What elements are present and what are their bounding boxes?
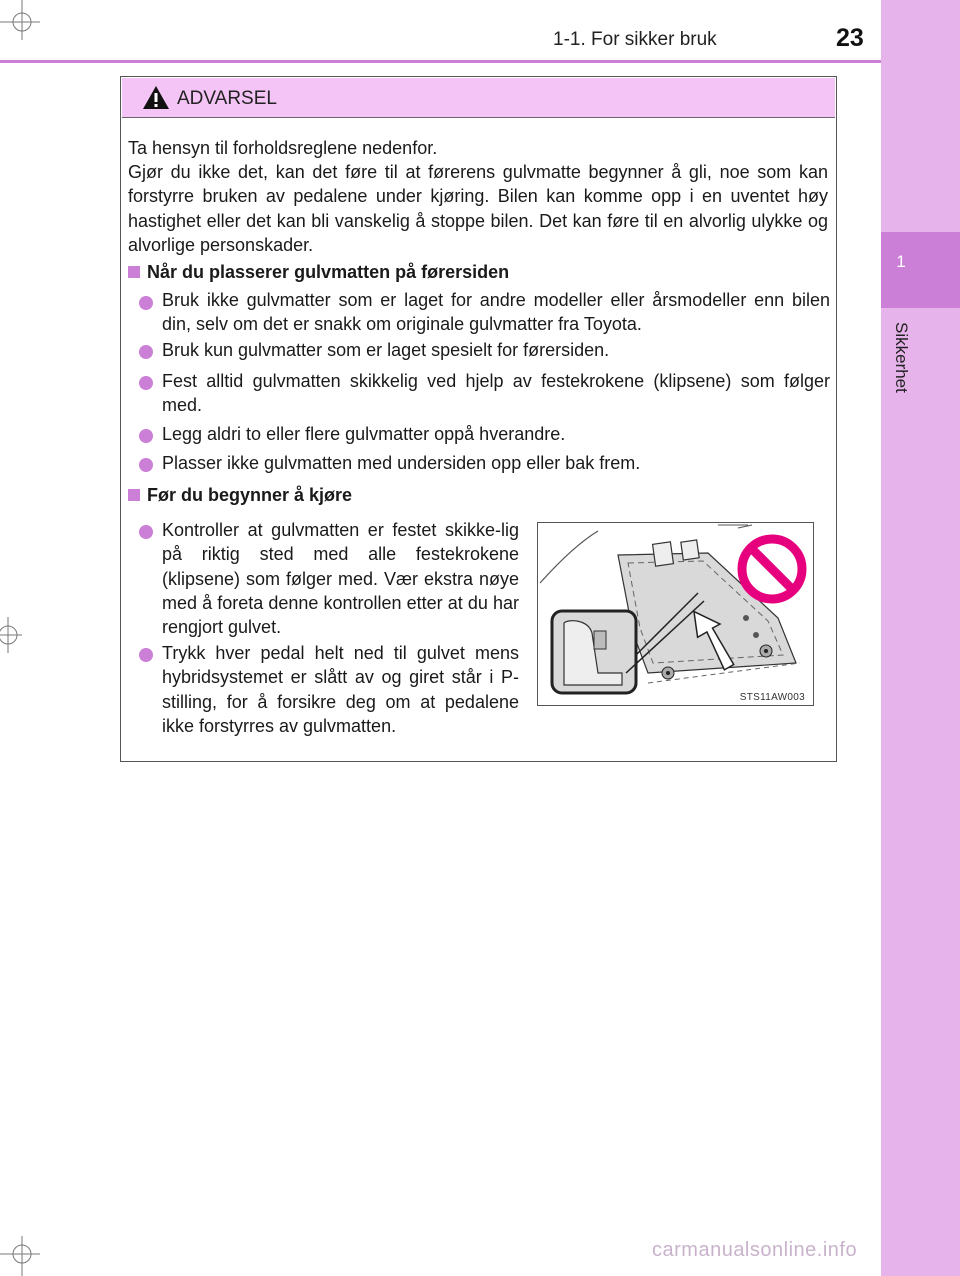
chapter-tab-strip: [881, 0, 960, 1276]
round-bullet-icon: [139, 458, 153, 472]
crop-mark-bottom-left: [0, 1226, 50, 1276]
crop-mark-mid-left: [0, 613, 30, 663]
warning-intro-line1: Ta hensyn til forholdsreglene nedenfor.: [128, 138, 438, 158]
square-bullet-icon: [128, 266, 140, 278]
round-bullet-icon: [139, 525, 153, 539]
header-rule: [0, 60, 881, 63]
list-item: Bruk kun gulvmatter som er laget spesielt for førersiden.: [162, 340, 610, 360]
chapter-number: 1: [896, 252, 906, 271]
round-bullet-icon: [139, 376, 153, 390]
section-heading-placement-text: Når du plasserer gulvmatten på førersiden: [147, 262, 510, 282]
warning-intro-line2: Gjør du ikke det, kan det føre til at førerens gulvmatte begynner å gli, noe som kan forstyrre bruken av pedalene under kjøring. Bilen kan komme opp i en uventet høy hastighet eller det kan bli vanskelig å stoppe bilen. Det kan føre til en alvorlig ulykke og alvorlige personskader.: [128, 162, 828, 255]
warning-header: [122, 78, 835, 118]
list-item: Trykk hver pedal helt ned til gulvet mens hybridsystemet er slått av og giret står i P-stilling, for å forsikre deg om at pedalene ikke forstyrres av gulvmatten.: [162, 643, 519, 736]
round-bullet-icon: [139, 429, 153, 443]
crop-mark-top-left: [0, 0, 50, 50]
square-bullet-icon: [128, 489, 140, 501]
page-number: 23: [836, 24, 864, 52]
warning-title: ADVARSEL: [177, 88, 277, 109]
list-item: Bruk ikke gulvmatter som er laget for andre modeller eller årsmodeller enn bilen din, selv om det er snakk om originale gulvmatter fra Toyota.: [162, 290, 830, 335]
watermark: carmanualsonline.info: [652, 1239, 858, 1261]
section-heading-before-driving: [128, 485, 352, 506]
floor-mat-illustration: [537, 522, 814, 706]
chapter-label: Sikkerhet: [892, 322, 911, 393]
illustration-code: STS11AW003: [739, 692, 805, 703]
floor-mat-drawing: [538, 523, 812, 704]
list-item: Plasser ikke gulvmatten med undersiden opp eller bak frem.: [162, 453, 641, 473]
section-heading-placement: [128, 262, 509, 283]
round-bullet-icon: [139, 648, 153, 662]
list-item: Legg aldri to eller flere gulvmatter oppå hverandre.: [162, 424, 566, 444]
list-item: Kontroller at gulvmatten er festet skikke-lig på riktig sted med alle festekrokene (klipsene) som følger med. Vær ekstra nøye med å foreta denne kontrollen etter at du har rengjort gulvet.: [162, 520, 519, 638]
round-bullet-icon: [139, 296, 153, 310]
section-heading-before-driving-text: Før du begynner å kjøre: [147, 485, 353, 505]
list-item: Fest alltid gulvmatten skikkelig ved hjelp av festekrokene (klipsene) som følger med.: [162, 371, 830, 416]
warning-triangle-icon: [142, 85, 170, 115]
round-bullet-icon: [139, 345, 153, 359]
section-title: 1-1. For sikker bruk: [553, 29, 717, 50]
